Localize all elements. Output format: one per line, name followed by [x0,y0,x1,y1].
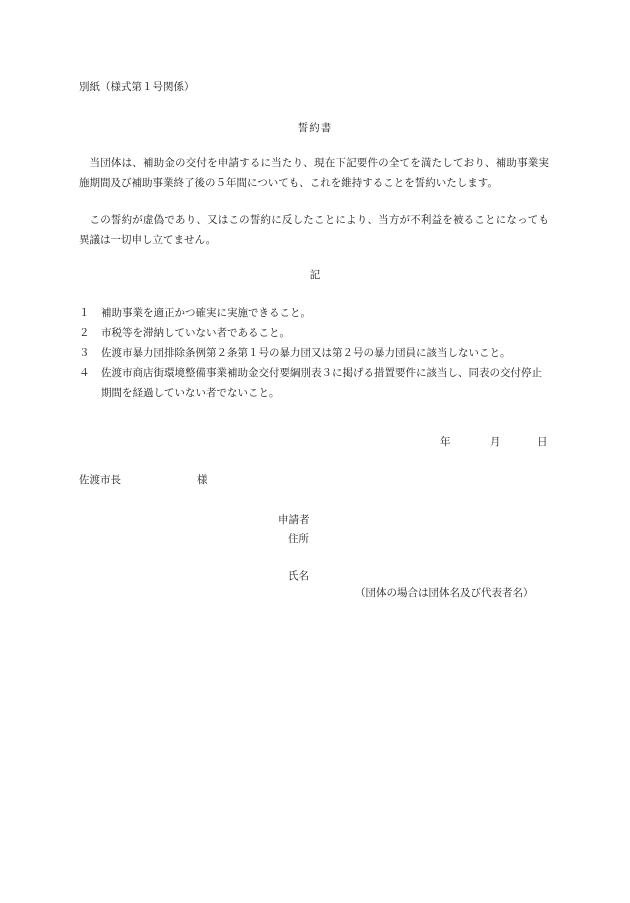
requirements-list [79,303,551,403]
requirement-number: １ [79,307,90,319]
note-heading: 記 [309,269,321,281]
date-day-label: 日 [537,436,548,448]
name-label: 氏名 [288,570,309,582]
addressee: 佐渡市長 [79,474,121,486]
address-label: 住所 [288,533,309,545]
addressee-honorific: 様 [197,474,208,486]
date-month-label: 月 [490,436,501,448]
pledge-paragraph-2: この誓約が虚偽であり、又はこの誓約に反したことにより、当方が不利益を被ることになっても異議は一切申し立てません。 [79,214,549,246]
requirement-text: 補助事業を適正かつ確実に実施できること。 [101,307,311,319]
requirement-text: 佐渡市暴力団排除条例第２条第１号の暴力団又は第２号の暴力団員に該当しないこと。 [101,347,511,359]
list-item [79,343,551,363]
document-title: 誓約書 [297,122,333,134]
requirement-number: ４ [79,367,90,379]
requirement-number: ２ [79,327,90,339]
attachment-label: 別紙（様式第１号関係） [79,81,195,93]
list-item [79,323,551,343]
requirement-text: 市税等を滞納していない者であること。 [101,327,290,339]
list-item [79,363,551,403]
applicant-label: 申請者 [278,514,310,526]
requirement-number: ３ [79,347,90,359]
list-item [79,303,551,323]
requirement-text: 佐渡市商店街環境整備事業補助金交付要綱別表３に掲げる措置要件に該当し、同表の交付停止期間を経過していない者でないこと。 [101,367,542,399]
name-note: （団体の場合は団体名及び代表者名） [355,587,534,599]
date-year-label: 年 [440,436,451,448]
pledge-paragraph-1: 当団体は、補助金の交付を申請するに当たり、現在下記要件の全てを満たしており、補助事業実施期間及び補助事業終了後の５年間についても、これを維持することを誓約いたします。 [79,157,549,189]
